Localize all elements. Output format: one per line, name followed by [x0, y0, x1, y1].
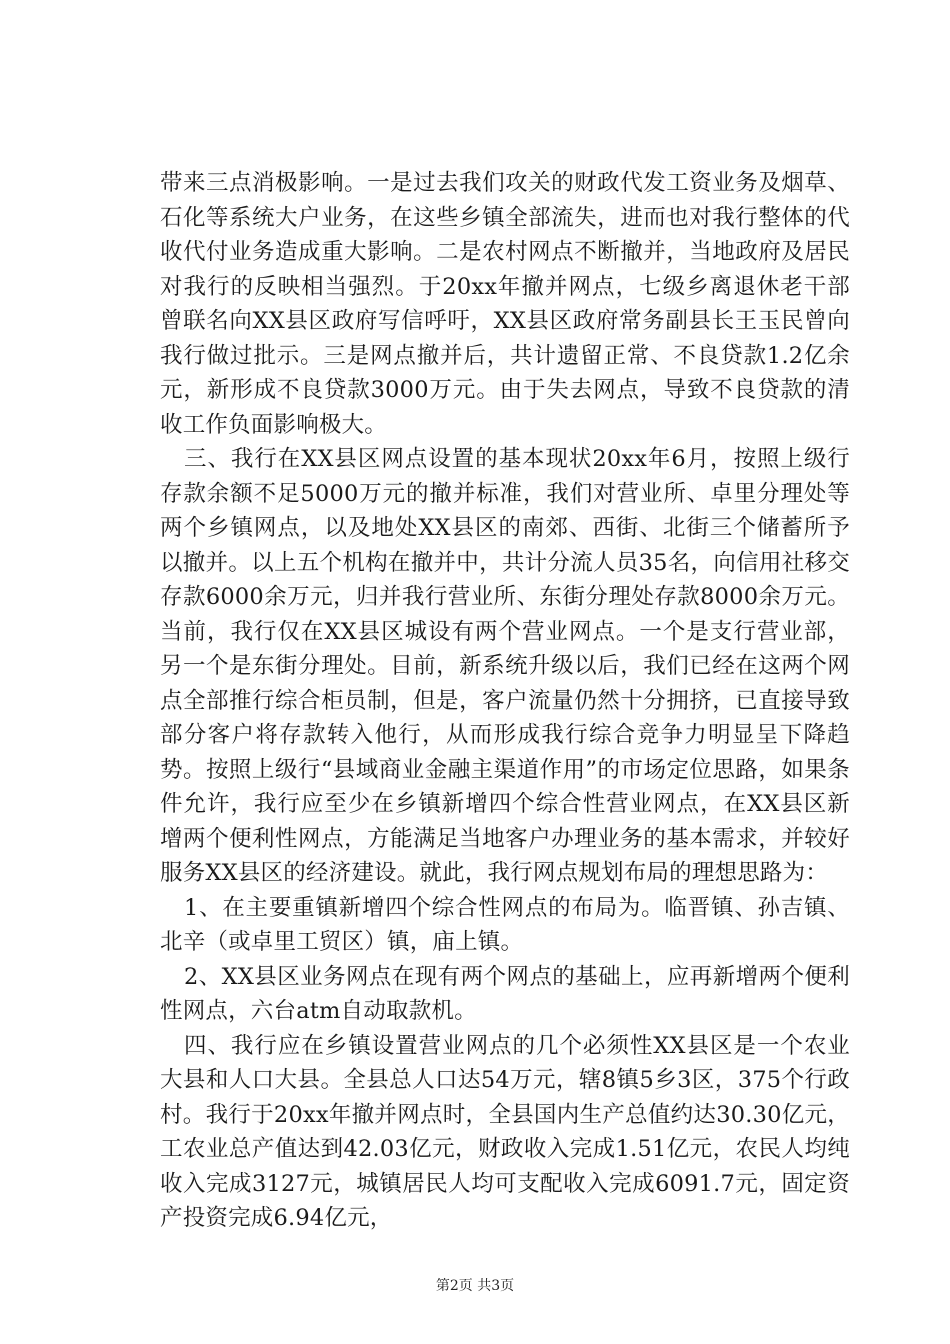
paragraph-item-two: 2、XX县区业务网点在现有两个网点的基础上，应再新增两个便利性网点，六台atm自动取款机。 [160, 963, 850, 1024]
paragraph-section-four: 四、我行应在乡镇设置营业网点的几个必须性XX县区是一个农业大县和人口大县。全县总人口达54万元，辖8镇5乡3区，375个行政村。我行于20xx年撤并网点时，全县国内生产总值约达30.30亿元，工农业总产值达到42.03亿元，财政收入完成1.51亿元，农民人均纯收入完成3127元，城镇居民人均可支配收入完成6091.7元，固定资产投资完成6.94亿元， [160, 1032, 850, 1231]
paragraph-continuation: 带来三点消极影响。一是过去我们攻关的财政代发工资业务及烟草、石化等系统大户业务，在这些乡镇全部流失，进而也对我行整体的代收代付业务造成重大影响。二是农村网点不断撤并，当地政府及居民对我行的反映相当强烈。于20xx年撤并网点，七级乡离退休老干部曾联名向XX县区政府写信呼吁，XX县区政府常务副县长王玉民曾向我行做过批示。三是网点撤并后，共计遗留正常、不良贷款1.2亿余元，新形成不良贷款3000万元。由于失去网点，导致不良贷款的清收工作负面影响极大。 [160, 170, 850, 438]
paragraph-section-three: 三、我行在XX县区网点设置的基本现状20xx年6月，按照上级行存款余额不足5000万元的撤并标准，我们对营业所、卓里分理处等两个乡镇网点，以及地处XX县区的南郊、西街、北街三个储蓄所予以撤并。以上五个机构在撤并中，共计分流人员35名，向信用社移交存款6000余万元，归并我行营业所、东街分理处存款8000余万元。当前，我行仅在XX县区城设有两个营业网点。一个是支行营业部，另一个是东街分理处。目前，新系统升级以后，我们已经在这两个网点全部推行综合柜员制，但是，客户流量仍然十分拥挤，已直接导致部分客户将存款转入他行，从而形成我行综合竞争力明显呈下降趋势。按照上级行“县域商业金融主渠道作用”的市场定位思路，如果条件允许，我行应至少在乡镇新增四个综合性营业网点，在XX县区新增两个便利性网点，方能满足当地客户办理业务的基本需求，并较好服务XX县区的经济建设。就此，我行网点规划布局的理想思路为： [160, 446, 850, 886]
document-body [160, 166, 850, 1236]
paragraph-item-one: 1、在主要重镇新增四个综合性网点的布局为。临晋镇、孙吉镇、北辛（或卓里工贸区）镇，庙上镇。 [160, 894, 850, 955]
page-footer: 第2页 共3页 [435, 1278, 515, 1294]
